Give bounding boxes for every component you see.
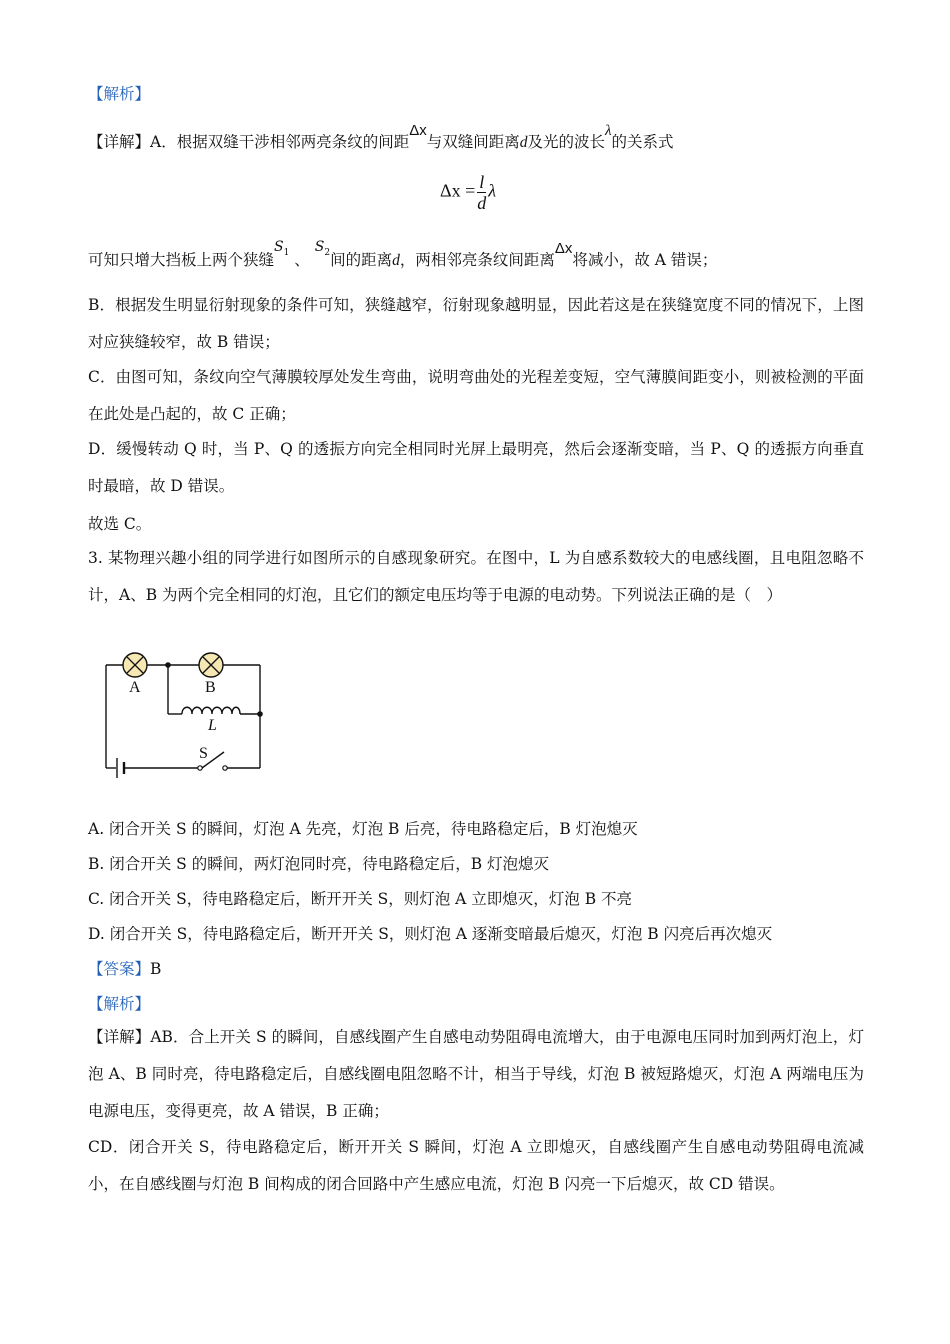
separator: 、 xyxy=(294,251,310,269)
formula-lambda: λ xyxy=(488,180,497,201)
detail-a-text-2: 与双缝间距离 xyxy=(426,133,520,151)
slit-s2-subscript: 2 xyxy=(324,248,331,258)
option-d: D. 闭合开关 S，待电路稳定后，断开开关 S，则灯泡 A 逐渐变暗最后熄灭，灯泡 B 闪亮后再次熄灭 xyxy=(88,925,773,943)
switch-contact-right xyxy=(223,766,227,770)
formula-numerator: l xyxy=(479,172,485,192)
detail-cd-paragraph: CD．闭合开关 S，待电路稳定后，断开开关 S 瞬间，灯泡 A 立即熄灭，自感线圈产生自感电动势阻碍电流减小，在自感线圈与灯泡 B 间构成的闭合回路中产生感应电流，灯泡 B 闪亮一下后熄灭，故 CD 错误。 xyxy=(88,1138,864,1193)
var-d: d xyxy=(519,134,528,151)
formula-lhs: Δx = xyxy=(440,180,476,201)
lamp-a-icon xyxy=(123,653,147,677)
slit-s1-subscript: 1 xyxy=(283,248,290,258)
formula-fraction xyxy=(477,172,486,213)
slit-s2-letter: S xyxy=(314,239,325,255)
detail-a-line xyxy=(88,122,674,152)
option-b: B. 闭合开关 S 的瞬间，两灯泡同时亮，待电路稳定后，B 灯泡熄灭 xyxy=(88,855,550,873)
conclusion-text: 故选 C。 xyxy=(88,515,152,533)
slit-s1 xyxy=(274,239,290,258)
question-3-stem: 3. 某物理兴趣小组的同学进行如图所示的自感现象研究。在图中，L 为自感系数较大的电感线圈，且电阻忽略不计，A、B 为两个完全相同的灯泡，且它们的额定电压均等于电源的电动势。下列说法正确的是（ ） xyxy=(88,549,864,604)
interference-formula xyxy=(440,172,496,213)
detail-a-text: 【详解】A．根据双缝干涉相邻两亮条纹的间距 xyxy=(88,133,410,151)
battery-icon xyxy=(117,758,124,778)
var-d-2: d xyxy=(392,252,400,269)
line-a2-text-2: 间的距离 xyxy=(330,251,393,269)
analysis-label-2: 【解析】 xyxy=(88,995,151,1013)
option-a: A. 闭合开关 S 的瞬间，灯泡 A 先亮，灯泡 B 后亮，待电路稳定后，B 灯泡熄灭 xyxy=(88,820,638,838)
line-a2-text: 可知只增大挡板上两个狭缝 xyxy=(88,251,275,269)
label-switch: S xyxy=(199,745,208,762)
junction-dot-top xyxy=(165,662,171,668)
option-c: C. 闭合开关 S，待电路稳定后，断开开关 S，则灯泡 A 立即熄灭，灯泡 B 不亮 xyxy=(88,890,633,908)
junction-dot-right xyxy=(257,711,263,717)
answer-line xyxy=(88,957,161,979)
lambda-symbol: λ xyxy=(605,123,612,139)
switch-contact-left xyxy=(198,766,202,770)
answer-value: B xyxy=(150,960,162,978)
label-lamp-b: B xyxy=(205,679,216,696)
analysis-label: 【解析】 xyxy=(88,85,151,103)
inductor-coil-icon xyxy=(182,707,240,714)
detail-ab-paragraph: 【详解】AB．合上开关 S 的瞬间，自感线圈产生自感电动势阻碍电流增大，由于电源电压同时加到两灯泡上，灯泡 A、B 同时亮，待电路稳定后，自感线圈电阻忽略不计，相当于导线，灯泡 B 被短路熄灭，灯泡 A 两端电压为电源电压，变得更亮，故 A 错误，B 正确； xyxy=(88,1028,864,1120)
lamp-b-icon xyxy=(199,653,223,677)
detail-a-text-3: 及光的波长 xyxy=(527,133,606,151)
slit-s1-letter: S xyxy=(274,239,284,255)
detail-a-text-4: 的关系式 xyxy=(611,133,674,151)
slit-s2 xyxy=(314,239,331,258)
formula-denominator: d xyxy=(477,193,487,213)
label-lamp-a: A xyxy=(129,679,141,696)
detail-c-paragraph: C．由图可知，条纹向空气薄膜较厚处发生弯曲，说明弯曲处的光程差变短，空气薄膜间距变小，则被检测的平面在此处是凸起的，故 C 正确； xyxy=(88,368,864,423)
line-a2-text-4: 将减小，故 A 错误； xyxy=(572,251,718,269)
label-inductor: L xyxy=(208,717,217,734)
detail-a-line-2 xyxy=(88,239,718,270)
line-a2-text-3: ，两相邻亮条纹间距离 xyxy=(399,251,555,269)
circuit-diagram xyxy=(98,648,278,778)
detail-d-paragraph: D．缓慢转动 Q 时，当 P、Q 的透振方向完全相同时光屏上最明亮，然后会逐渐变暗，当 P、Q 的透振方向垂直时最暗，故 D 错误。 xyxy=(88,440,864,495)
delta-x-symbol-2: Δx xyxy=(554,240,573,257)
detail-b-paragraph: B．根据发生明显衍射现象的条件可知，狭缝越窄，衍射现象越明显，因此若这是在狭缝宽度不同的情况下，上图对应狭缝较窄，故 B 错误； xyxy=(88,296,864,351)
answer-label: 【答案】 xyxy=(88,960,151,978)
delta-x-symbol: Δx xyxy=(409,122,427,139)
